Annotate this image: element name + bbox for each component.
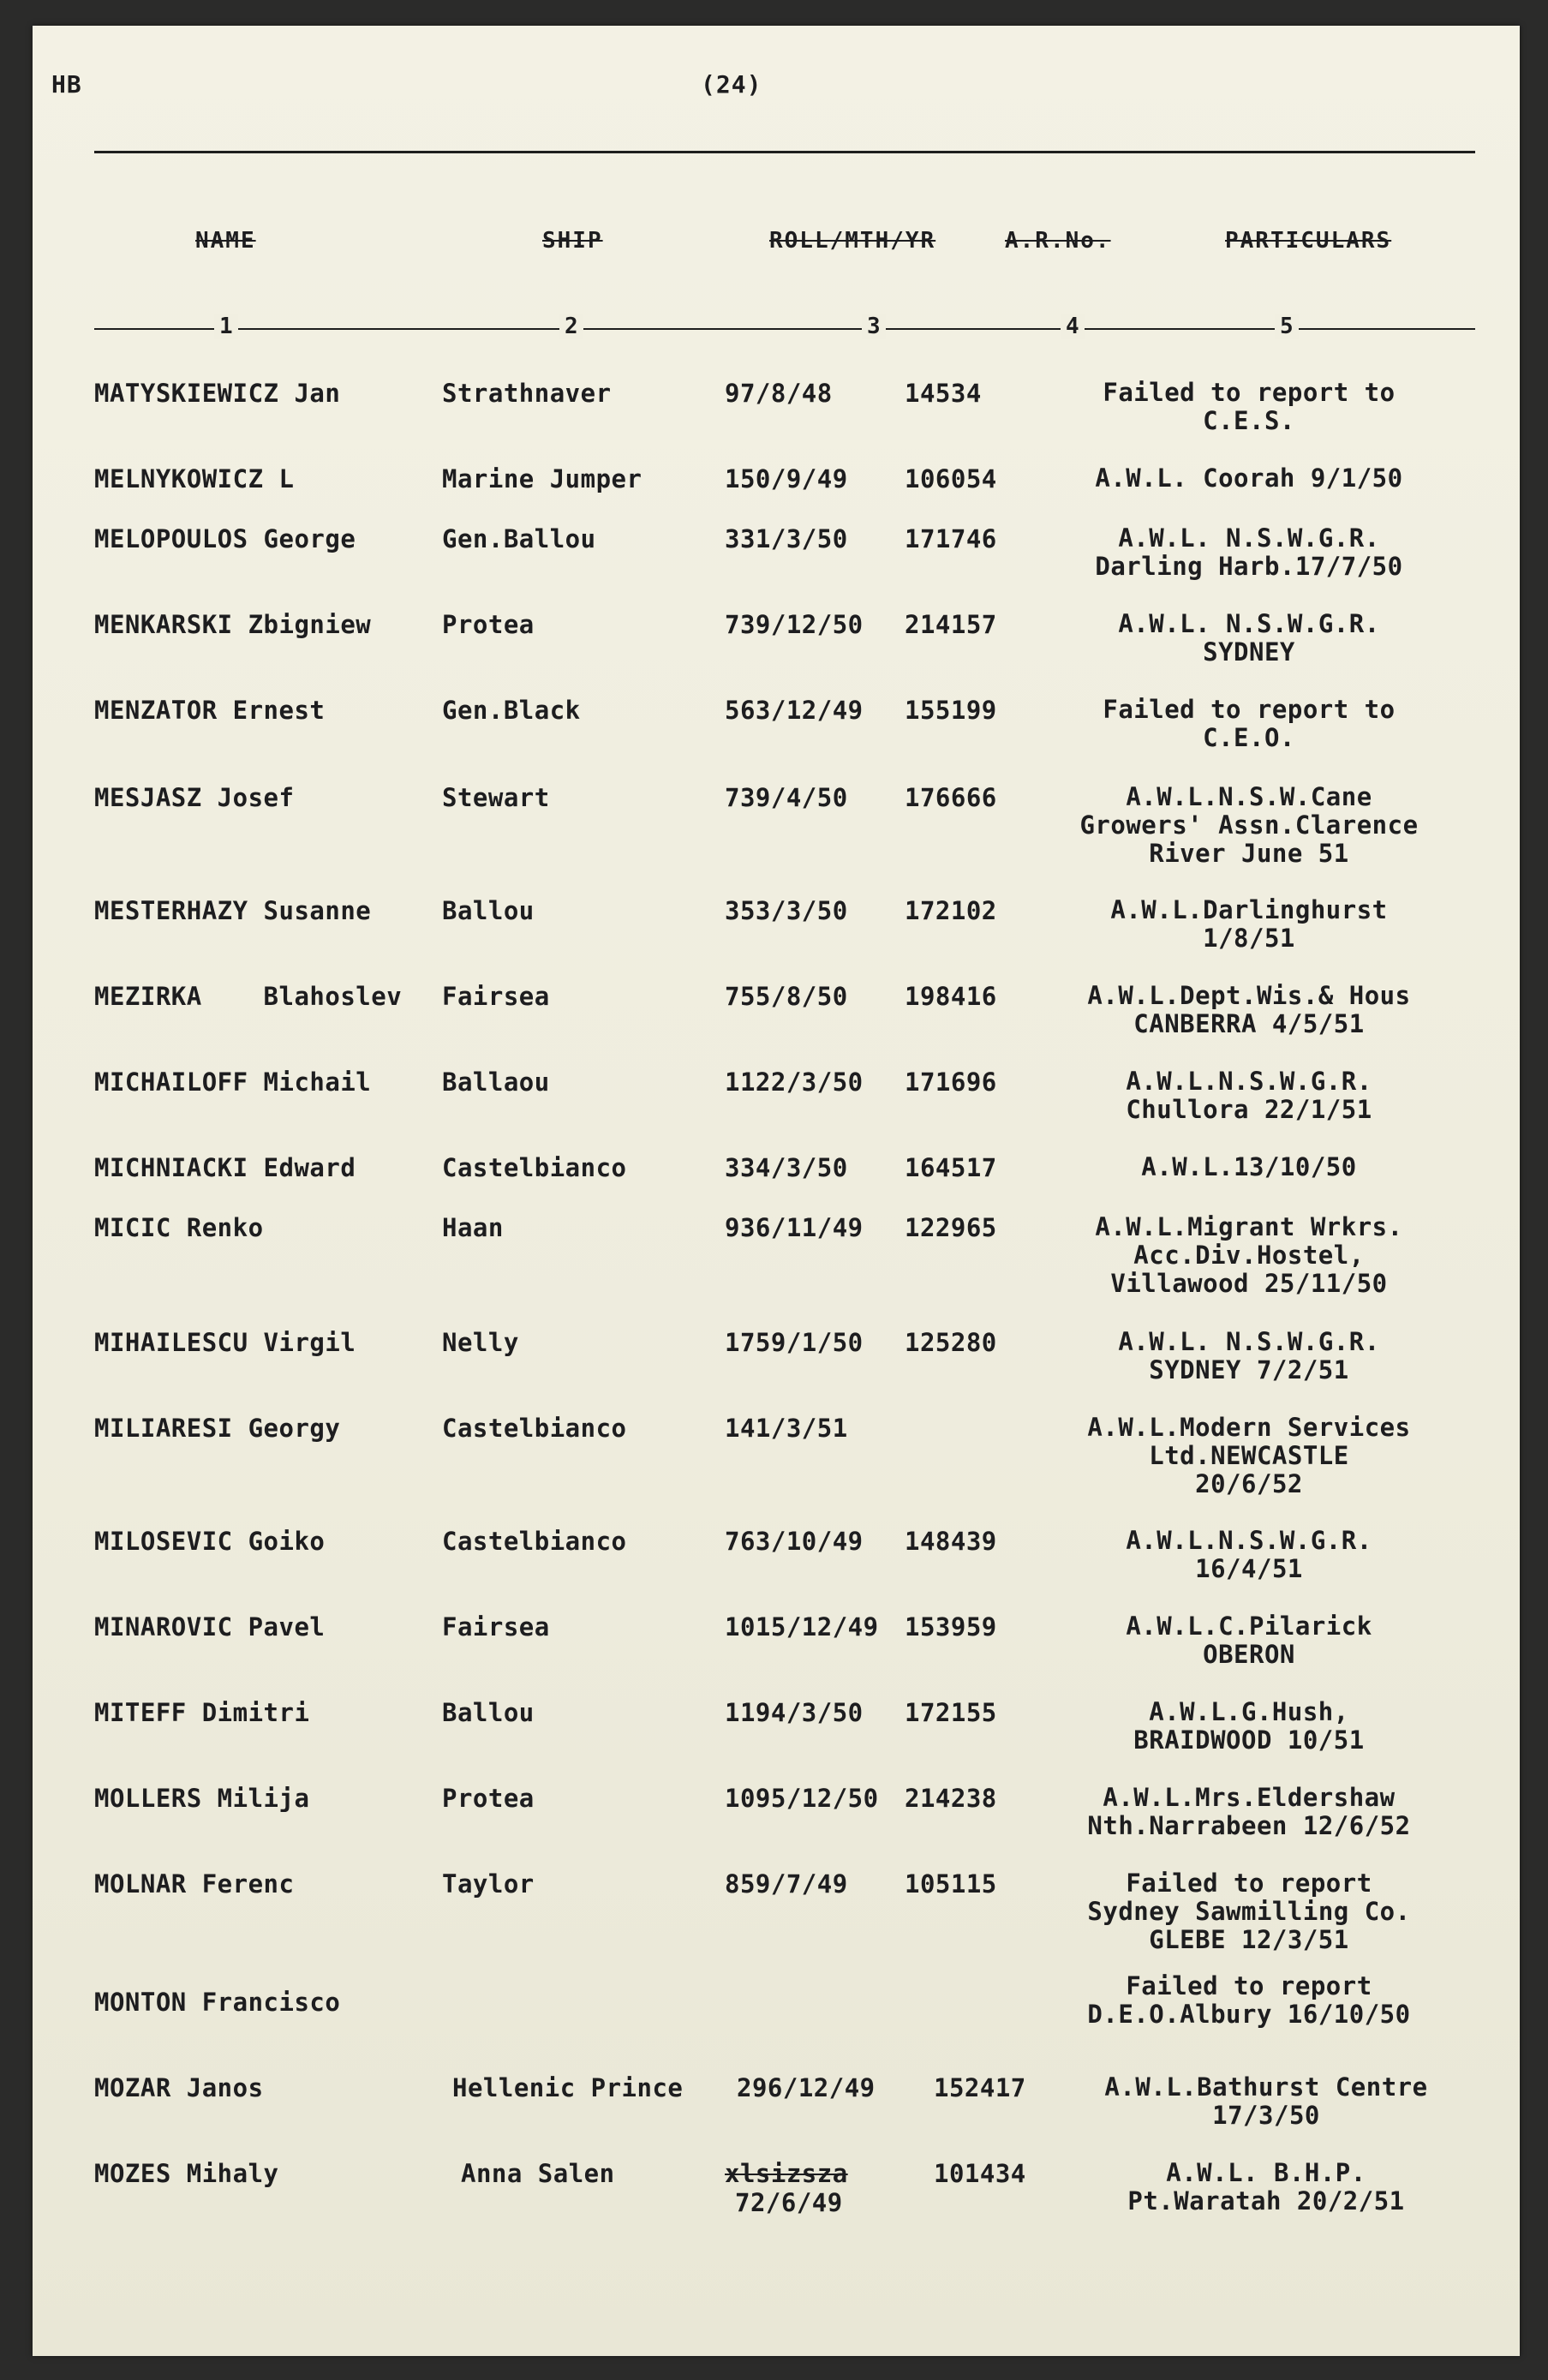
row-ship: Castelbianco: [442, 1153, 627, 1182]
row-particulars: A.W.L.N.S.W.Cane Growers' Assn.Clarence River June 51: [1079, 782, 1419, 868]
row-name: MICHAILOFF Michail: [94, 1067, 372, 1097]
row-name: MOLNAR Ferenc: [94, 1869, 295, 1899]
row-ar-no: 171746: [905, 524, 997, 553]
column-number-2: 2: [559, 314, 583, 339]
row-ar-no: 214238: [905, 1784, 997, 1813]
row-ship: Taylor: [442, 1869, 535, 1899]
row-ship: Protea: [442, 610, 535, 639]
row-roll: 72/6/49: [735, 2188, 843, 2217]
row-name: MOLLERS Milija: [94, 1784, 310, 1813]
row-name: MEZIRKA Blahoslev: [94, 982, 403, 1011]
row-ar-no: 198416: [905, 982, 997, 1011]
row-particulars: A.W.L.C.Pilarick OBERON: [1126, 1612, 1372, 1669]
row-particulars: Failed to report Sydney Sawmilling Co. GLEBE 12/3/51: [1087, 1869, 1411, 1954]
row-ship: Gen.Black: [442, 696, 581, 725]
column-number-3: 3: [862, 314, 886, 339]
row-name: MENKARSKI Zbigniew: [94, 610, 372, 639]
row-ship: Fairsea: [442, 1612, 550, 1641]
row-ar-no: 106054: [905, 464, 997, 493]
row-roll: 1015/12/49: [725, 1612, 879, 1641]
row-particulars: A.W.L.Bathurst Centre 17/3/50: [1104, 2072, 1428, 2130]
row-ship: Stewart: [442, 783, 550, 812]
row-name: MILOSEVIC Goiko: [94, 1527, 326, 1556]
row-ar-no: 172155: [905, 1698, 997, 1727]
row-roll: 563/12/49: [725, 696, 864, 725]
page-number: (24): [701, 70, 762, 99]
top-rule: [94, 151, 1475, 153]
row-roll: 1759/1/50: [725, 1328, 864, 1357]
row-ship: Ballou: [442, 1698, 535, 1727]
row-particulars: A.W.L. N.S.W.G.R. SYDNEY 7/2/51: [1118, 1327, 1380, 1384]
row-ar-no: 214157: [905, 610, 997, 639]
row-particulars: A.W.L.Dept.Wis.& Hous CANBERRA 4/5/51: [1087, 981, 1411, 1038]
row-roll: 1122/3/50: [725, 1067, 864, 1097]
row-name: MINAROVIC Pavel: [94, 1612, 326, 1641]
row-name: MESTERHAZY Susanne: [94, 896, 372, 925]
row-particulars: Failed to report to C.E.O.: [1103, 695, 1396, 752]
row-roll: 334/3/50: [725, 1153, 848, 1182]
row-particulars: A.W.L. N.S.W.G.R. Darling Harb.17/7/50: [1095, 523, 1403, 581]
row-roll: 1095/12/50: [725, 1784, 879, 1813]
row-particulars: A.W.L.Mrs.Eldershaw Nth.Narrabeen 12/6/52: [1087, 1783, 1411, 1840]
row-ship: Ballou: [442, 896, 535, 925]
row-roll: 296/12/49: [737, 2073, 876, 2102]
row-ship: Ballaou: [442, 1067, 550, 1097]
row-ship: Fairsea: [442, 982, 550, 1011]
row-particulars: Failed to report to C.E.S.: [1103, 378, 1396, 435]
row-particulars: A.W.L. N.S.W.G.R. SYDNEY: [1118, 609, 1380, 667]
column-number-5: 5: [1275, 314, 1299, 339]
row-roll: 353/3/50: [725, 896, 848, 925]
row-name: MICIC Renko: [94, 1213, 264, 1242]
row-name: MILIARESI Georgy: [94, 1414, 341, 1443]
row-ar-no: 171696: [905, 1067, 997, 1097]
row-roll: 739/12/50: [725, 610, 864, 639]
row-ar-no: 148439: [905, 1527, 997, 1556]
row-particulars: A.W.L.G.Hush, BRAIDWOOD 10/51: [1133, 1697, 1365, 1755]
column-header-name: NAME: [195, 228, 256, 254]
row-name: MESJASZ Josef: [94, 783, 295, 812]
row-roll: 331/3/50: [725, 524, 848, 553]
row-particulars: A.W.L.Migrant Wrkrs. Acc.Div.Hostel, Villawood 25/11/50: [1095, 1212, 1403, 1298]
column-header-roll: ROLL/MTH/YR: [769, 228, 936, 254]
row-ar-no: 176666: [905, 783, 997, 812]
column-header-ship: SHIP: [542, 228, 603, 254]
row-ar-no: 152417: [934, 2073, 1026, 2102]
row-ar-no: 153959: [905, 1612, 997, 1641]
row-ar-no: 101434: [934, 2159, 1026, 2188]
row-ar-no: 155199: [905, 696, 997, 725]
row-roll: 1194/3/50: [725, 1698, 864, 1727]
row-roll: 97/8/48: [725, 379, 833, 408]
row-ship: Gen.Ballou: [442, 524, 596, 553]
row-particulars: A.W.L. Coorah 9/1/50: [1095, 463, 1403, 493]
row-roll: 763/10/49: [725, 1527, 864, 1556]
row-ship: Strathnaver: [442, 379, 612, 408]
row-name: MELNYKOWICZ L: [94, 464, 295, 493]
row-ship: Castelbianco: [442, 1527, 627, 1556]
row-particulars: A.W.L.N.S.W.G.R. Chullora 22/1/51: [1126, 1067, 1372, 1124]
row-roll: 755/8/50: [725, 982, 848, 1011]
row-roll: 141/3/51: [725, 1414, 848, 1443]
row-ship: Nelly: [442, 1328, 519, 1357]
row-roll-struck: xlsizsza: [725, 2159, 848, 2188]
row-ship: Hellenic Prince: [452, 2073, 684, 2102]
row-name: MATYSKIEWICZ Jan: [94, 379, 341, 408]
row-name: MOZES Mihaly: [94, 2159, 279, 2188]
row-roll: 936/11/49: [725, 1213, 864, 1242]
row-name: MOZAR Janos: [94, 2073, 264, 2102]
column-header-ar-no: A.R.No.: [1005, 228, 1111, 254]
row-ar-no: 14534: [905, 379, 982, 408]
row-roll: 150/9/49: [725, 464, 848, 493]
row-name: MITEFF Dimitri: [94, 1698, 310, 1727]
document-code: HB: [51, 70, 82, 99]
row-particulars: A.W.L.Darlinghurst 1/8/51: [1110, 895, 1388, 953]
row-name: MONTON Francisco: [94, 1988, 341, 2017]
row-ar-no: 105115: [905, 1869, 997, 1899]
row-name: MICHNIACKI Edward: [94, 1153, 356, 1182]
row-particulars: A.W.L. B.H.P. Pt.Waratah 20/2/51: [1127, 2158, 1405, 2216]
row-roll: 859/7/49: [725, 1869, 848, 1899]
row-ar-no: 125280: [905, 1328, 997, 1357]
row-ar-no: 172102: [905, 896, 997, 925]
row-roll: 739/4/50: [725, 783, 848, 812]
row-ship: Anna Salen: [461, 2159, 615, 2188]
row-particulars: A.W.L.N.S.W.G.R. 16/4/51: [1126, 1526, 1372, 1583]
row-particulars: A.W.L.13/10/50: [1141, 1152, 1357, 1181]
row-particulars: A.W.L.Modern Services Ltd.NEWCASTLE 20/6/52: [1087, 1413, 1411, 1498]
document-page: [33, 26, 1520, 2356]
row-name: MELOPOULOS George: [94, 524, 356, 553]
row-ship: Marine Jumper: [442, 464, 643, 493]
row-name: MIHAILESCU Virgil: [94, 1328, 356, 1357]
column-number-1: 1: [214, 314, 238, 339]
row-name: MENZATOR Ernest: [94, 696, 326, 725]
row-particulars: Failed to report D.E.O.Albury 16/10/50: [1087, 1971, 1411, 2029]
column-number-4: 4: [1061, 314, 1085, 339]
column-header-particulars: PARTICULARS: [1225, 228, 1392, 254]
column-number-rule: [94, 328, 1475, 330]
row-ship: Castelbianco: [442, 1414, 627, 1443]
row-ship: Haan: [442, 1213, 504, 1242]
row-ar-no: 164517: [905, 1153, 997, 1182]
row-ship: Protea: [442, 1784, 535, 1813]
row-ar-no: 122965: [905, 1213, 997, 1242]
